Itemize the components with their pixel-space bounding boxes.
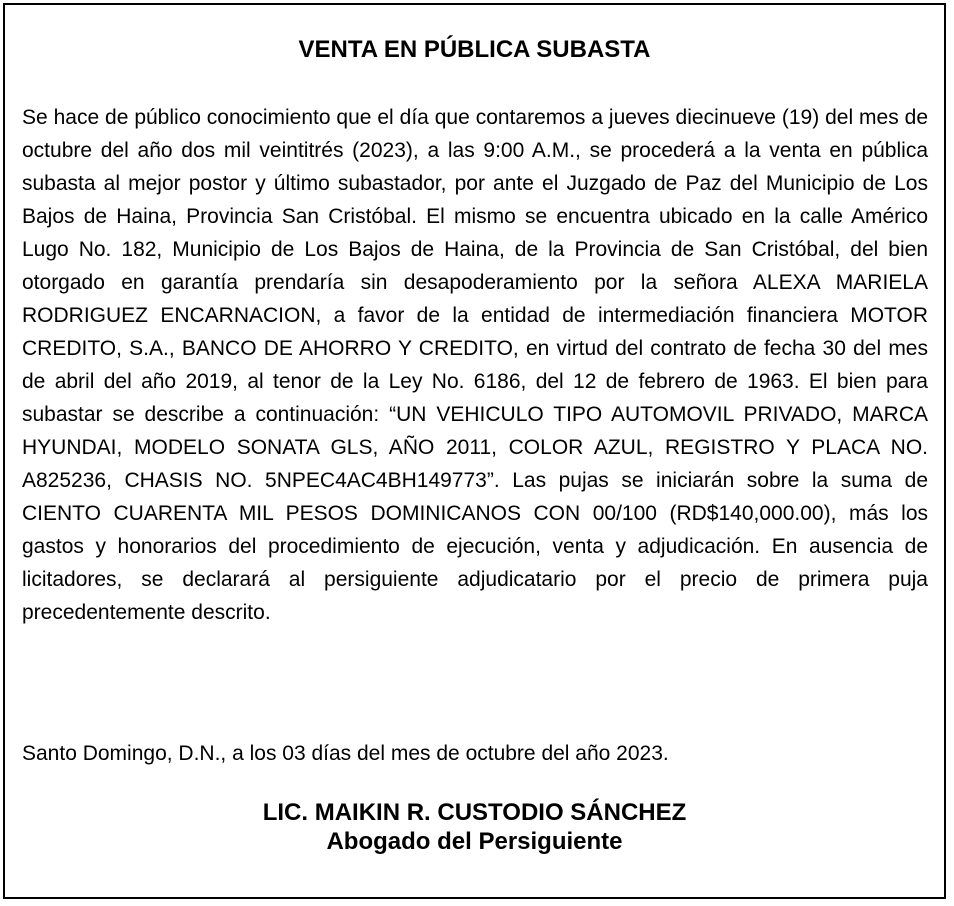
- auction-notice: [3, 3, 946, 899]
- signer-name: LIC. MAIKIN R. CUSTODIO SÁNCHEZ: [262, 799, 687, 826]
- notice-date-line: Santo Domingo, D.N., a los 03 días del mes de octubre del año 2023.: [22, 742, 669, 765]
- notice-body: Se hace de público conocimiento que el día que contaremos a jueves diecinueve (19) del mes de octubre del año dos mil veintitrés (2023), a las 9:00 A.M., se procederá a la venta en pública subasta al mejor postor y último subastador, por ante el Juzgado de Paz del Municipio de Los Bajos de Haina, Provincia San Cristóbal. El mismo se encuentra ubicado en la calle Américo Lugo No. 182, Municipio de Los Bajos de Haina, de la Provincia de San Cristóbal, del bien otorgado en garantía prendaría sin desapoderamiento por la señora ALEXA MARIELA RODRIGUEZ ENCARNACION, a favor de la entidad de intermediación financiera MOTOR CREDITO, S.A., BANCO DE AHORRO Y CREDITO, en virtud del contrato de fecha 30 del mes de abril del año 2019, al tenor de la Ley No. 6186, del 12 de febrero de 1963. El bien para subastar se describe a continuación: “UN VEHICULO TIPO AUTOMOVIL PRIVADO, MARCA HYUNDAI, MODELO SONATA GLS, AÑO 2011, COLOR AZUL, REGISTRO Y PLACA NO. A825236, CHASIS NO. 5NPEC4AC4BH149773”. Las pujas se iniciarán sobre la suma de CIENTO CUARENTA MIL PESOS DOMINICANOS CON 00/100 (RD$140,000.00), más los gastos y honorarios del procedimiento de ejecución, venta y adjudicación. En ausencia de licitadores, se declarará al persiguiente adjudicatario por el precio de primera puja precedentemente descrito.: [22, 106, 928, 624]
- signature-block: [5, 798, 944, 856]
- notice-title: VENTA EN PÚBLICA SUBASTA: [298, 36, 651, 63]
- signer-role: Abogado del Persiguiente: [326, 828, 623, 855]
